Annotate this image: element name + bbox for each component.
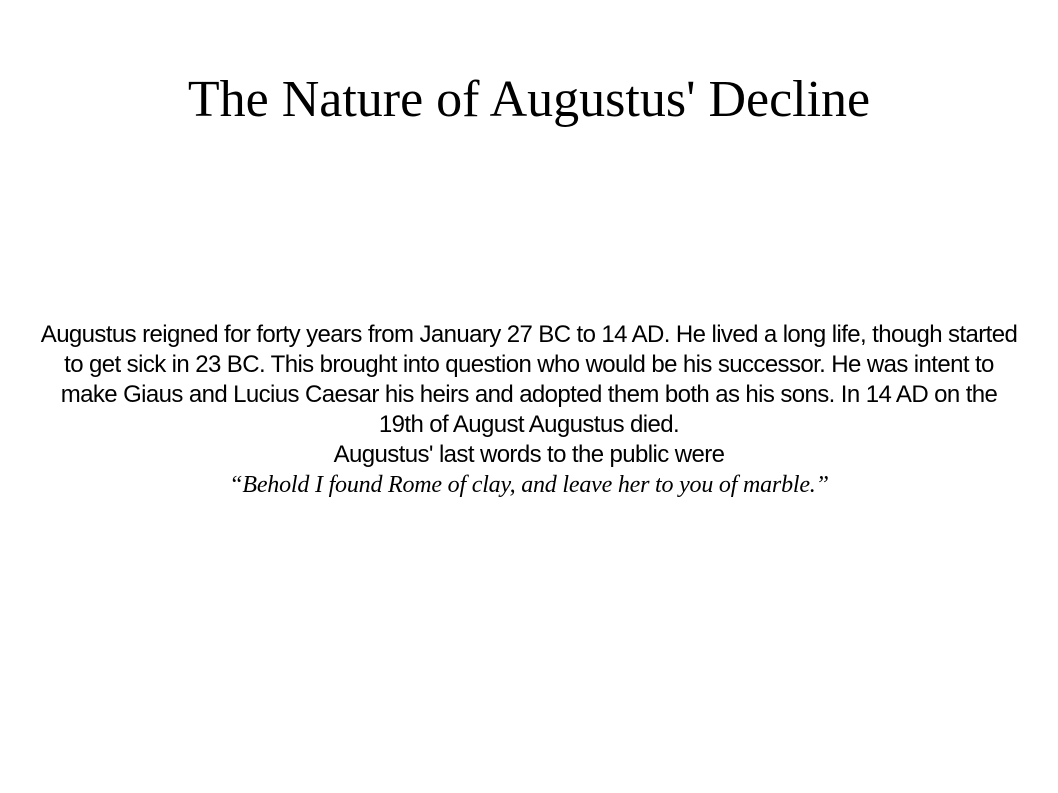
slide-title: The Nature of Augustus' Decline — [187, 71, 871, 128]
body-paragraph: Augustus reigned for forty years from January 27 BC to 14 AD. He lived a long life, though started to get sick in 23 BC. This brought into question who would be his successor. He was intent to make Giaus and Lucius Caesar his heirs and adopted them both as his sons. In 14 AD on the 19th of August Augustus died. — [40, 321, 1018, 438]
slide-body — [40, 320, 1018, 500]
quote: “Behold I found Rome of clay, and leave her to you of marble.” — [229, 472, 829, 498]
last-words-intro: Augustus' last words to the public were — [333, 441, 725, 468]
